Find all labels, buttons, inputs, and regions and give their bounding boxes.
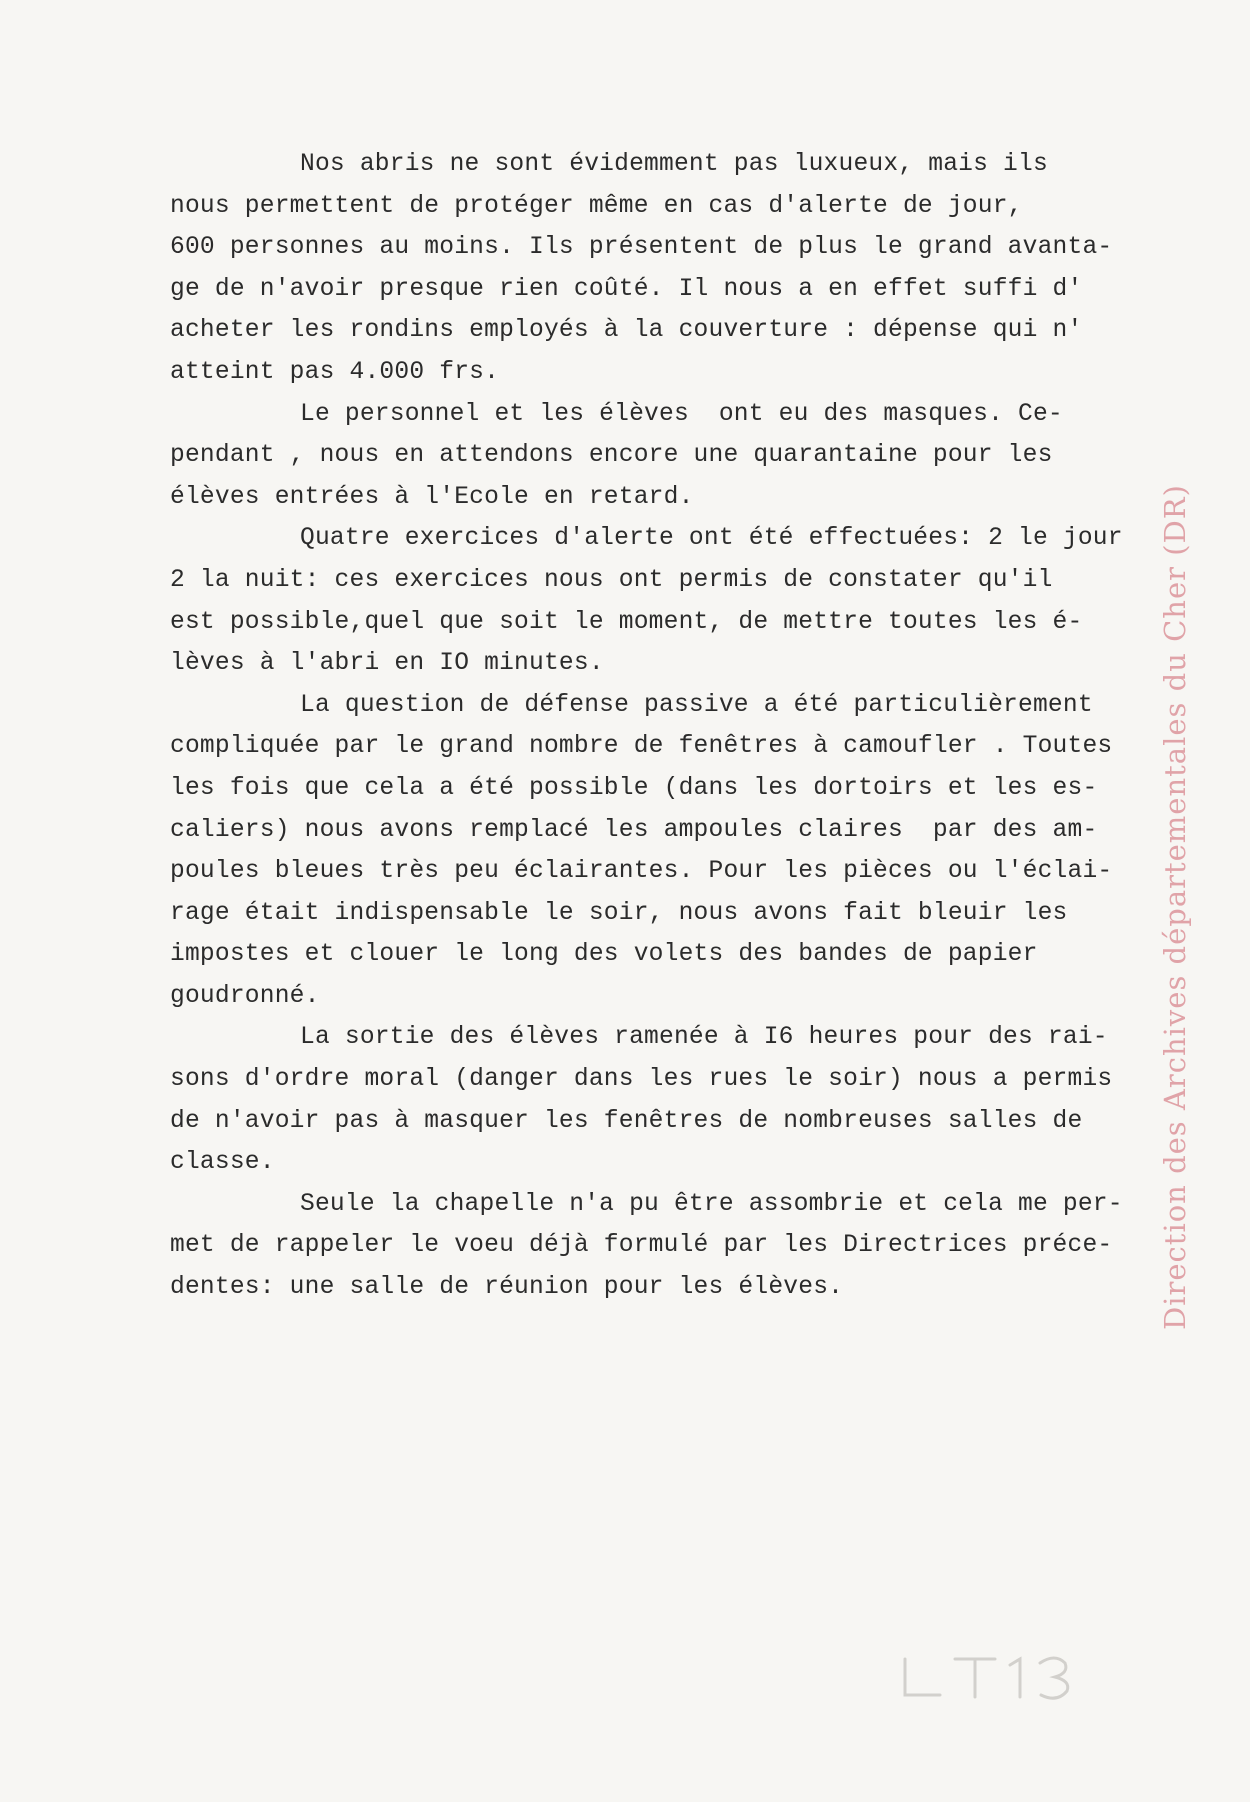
text-line: La question de défense passive a été particulièrement xyxy=(300,691,1093,719)
text-line: La sortie des élèves ramenée à I6 heures pour des rai- xyxy=(300,1024,1108,1052)
text-line: lèves à l'abri en IO minutes. xyxy=(170,650,604,678)
text-line: dentes: une salle de réunion pour les élèves. xyxy=(170,1274,844,1302)
text-line: élèves entrées à l'Ecole en retard. xyxy=(170,483,694,511)
text-line: goudronné. xyxy=(170,982,320,1010)
text-line: ge de n'avoir presque rien coûté. Il nous a en effet suffi d' xyxy=(170,275,1083,303)
text-line: Quatre exercices d'alerte ont été effectuées: 2 le jour xyxy=(300,525,1123,553)
text-line: 2 la nuit: ces exercices nous ont permis de constater qu'il xyxy=(170,566,1053,594)
text-line: poules bleues très peu éclairantes. Pour les pièces ou l'éclai- xyxy=(170,858,1113,886)
text-line: caliers) nous avons remplacé les ampoules claires par des am- xyxy=(170,816,1098,844)
text-line: compliquée par le grand nombre de fenêtres à camoufler . Toutes xyxy=(170,733,1113,761)
text-line: impostes et clouer le long des volets des bandes de papier xyxy=(170,941,1038,969)
text-line: met de rappeler le voeu déjà formulé par les Directrices préce- xyxy=(170,1232,1113,1260)
text-line: classe. xyxy=(170,1149,275,1177)
archive-watermark: Direction des Archives départementales du Cher (DR) xyxy=(1158,484,1192,1330)
text-line: atteint pas 4.000 frs. xyxy=(170,358,500,386)
typed-text-body xyxy=(170,144,1240,1309)
text-line: rage était indispensable le soir, nous avons fait bleuir les xyxy=(170,899,1068,927)
text-line: 600 personnes au moins. Ils présentent de plus le grand avanta- xyxy=(170,234,1113,262)
text-line: acheter les rondins employés à la couverture : dépense qui n' xyxy=(170,317,1083,345)
text-line: sons d'ordre moral (danger dans les rues le soir) nous a permis xyxy=(170,1066,1113,1094)
text-line: Nos abris ne sont évidemment pas luxueux, mais ils xyxy=(300,151,1048,178)
text-line: Le personnel et les élèves ont eu des masques. Ce- xyxy=(300,400,1063,428)
text-line: les fois que cela a été possible (dans les dortoirs et les es- xyxy=(170,774,1098,802)
text-line: Seule la chapelle n'a pu être assombrie et cela me per- xyxy=(300,1190,1123,1218)
pencil-archive-mark xyxy=(895,1645,1095,1705)
text-line: nous permettent de protéger même en cas d'alerte de jour, xyxy=(170,192,1023,220)
text-line: de n'avoir pas à masquer les fenêtres de nombreuses salles de xyxy=(170,1107,1083,1135)
text-line: pendant , nous en attendons encore une quarantaine pour les xyxy=(170,442,1053,470)
text-line: est possible,quel que soit le moment, de mettre toutes les é- xyxy=(170,608,1083,636)
